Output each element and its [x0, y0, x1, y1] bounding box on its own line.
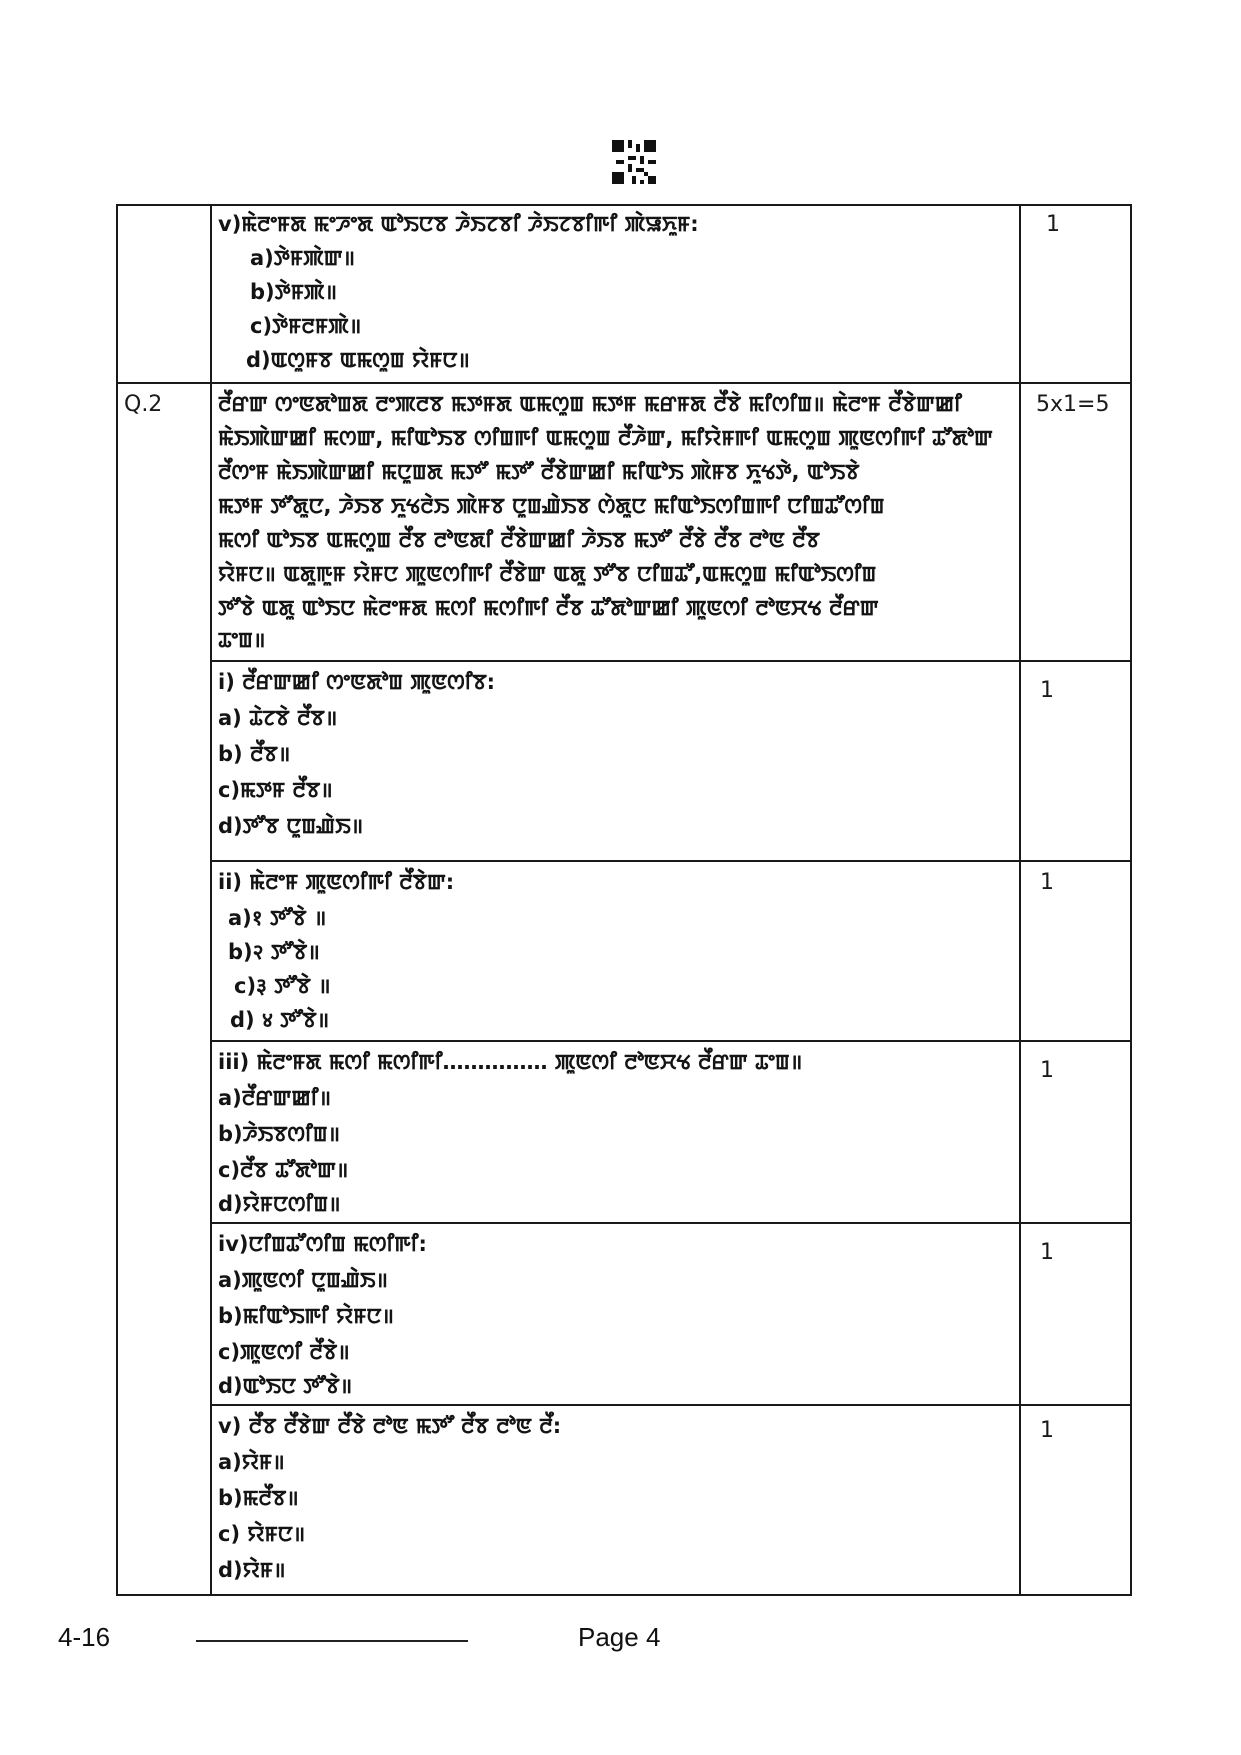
option-b: b)ꯇꯥꯝꯄꯥ॥ — [250, 280, 338, 304]
marks: 1 — [1040, 1240, 1054, 1265]
marks: 1 — [1040, 1058, 1054, 1083]
question-stem: iv)ꯅꯤꯡꯊꯧꯁꯤꯡ ꯃꯁꯤꯒꯤ: — [218, 1232, 427, 1256]
footer-divider — [196, 1640, 468, 1642]
option-d: d)ꯑꯁꯨꯝꯕ ꯑꯃꯁꯨꯡ ꯌꯥꯝꯅ॥ — [246, 348, 470, 372]
option-a: a) ꯊꯥꯖꯕꯥ ꯂꯩꯕ॥ — [218, 706, 338, 730]
option-d: d)ꯇꯧꯕ ꯅꯨꯡꯉꯥꯏ॥ — [218, 814, 364, 838]
option-a: a)१ ꯇꯧꯕꯥ ॥ — [228, 906, 327, 930]
option-c: c)३ ꯇꯧꯕꯥ ॥ — [234, 974, 331, 998]
option-d: d)ꯌꯥꯝ॥ — [218, 1558, 286, 1582]
row-divider — [210, 860, 1130, 862]
question-stem: i) ꯂꯩꯔꯛꯀꯤ ꯁꯦꯟꯗꯣꯡ ꯄꯨꯟꯁꯤꯕ: — [218, 670, 496, 694]
option-b: b)२ ꯇꯧꯕꯥ॥ — [228, 940, 320, 964]
column-divider — [210, 206, 212, 1594]
passage-line: ꯇꯧꯕꯥ ꯑꯗꯨ ꯑꯣꯏꯅ ꯃꯥꯂꯦꯝꯗ ꯃꯁꯤ ꯃꯁꯤꯒꯤ ꯂꯩꯕ ꯊꯧꯗꯣꯛꯀꯤ ꯄꯨꯟꯁꯤ ꯂꯣꯟꯆꯠ ꯂꯩꯔꯛ — [218, 596, 879, 620]
passage-line: ꯃꯇꯝ ꯇꯧꯗꯨꯅ, ꯍꯥꯏꯕ ꯈꯨꯠꯂꯥꯏ ꯄꯥꯝꯕ ꯅꯨꯡꯉꯥꯏꯕ ꯁꯥꯗꯨꯅ ꯃꯤꯑꯣꯏꯁꯤꯡꯒꯤ ꯅꯤꯡꯊꯧꯁꯤꯡ — [218, 494, 885, 518]
question-stem: v)ꯃꯥꯂꯦꯝꯗ ꯃꯦꯍꯦꯗ ꯑꯣꯏꯅꯕ ꯍꯥꯏꯖꯕꯤ ꯍꯥꯏꯖꯕꯤꯒꯤ ꯄꯥꯎꯈꯨꯝ: — [218, 212, 699, 236]
option-a: a)ꯄꯨꯟꯁꯤ ꯅꯨꯡꯉꯥꯏ॥ — [218, 1268, 389, 1292]
marks: 1 — [1046, 212, 1060, 237]
question-stem: ii) ꯃꯥꯂꯦꯝ ꯄꯨꯟꯁꯤꯒꯤ ꯂꯩꯕꯥꯛ: — [218, 870, 455, 894]
row-divider — [210, 660, 1130, 662]
option-c: c)ꯄꯨꯟꯁꯤ ꯂꯩꯕꯥ॥ — [218, 1340, 350, 1364]
option-c: c)ꯃꯇꯝ ꯂꯩꯕ॥ — [218, 778, 333, 802]
marks: 1 — [1040, 870, 1054, 895]
column-divider — [1019, 206, 1021, 1594]
option-b: b) ꯂꯩꯕ॥ — [218, 742, 291, 766]
passage-line: ꯂꯩꯔꯛ ꯁꯦꯟꯗꯣꯡꯗ ꯂꯦꯄꯂꯕ ꯃꯇꯝꯗ ꯑꯃꯁꯨꯡ ꯃꯇꯝ ꯃꯔꯝꯗ ꯂꯩꯕꯥ ꯃꯤꯁꯤꯡ॥ ꯃꯥꯂꯦꯝ ꯂꯩꯕꯥꯛꯀꯤ — [218, 392, 962, 416]
marks: 1 — [1040, 678, 1054, 703]
marks: 5x1=5 — [1036, 392, 1110, 417]
row-divider — [210, 1222, 1130, 1224]
passage-line: ꯃꯥꯏꯄꯥꯛꯀꯤ ꯃꯁꯛ, ꯃꯤꯑꯣꯏꯕ ꯁꯤꯡꯒꯤ ꯑꯃꯁꯨꯡ ꯂꯩꯍꯥꯛ, ꯃꯤꯌꯥꯝꯒꯤ ꯑꯃꯁꯨꯡ ꯄꯨꯟꯁꯤꯒꯤ ꯊꯧꯗꯣꯛ — [218, 426, 993, 450]
option-d: d)ꯌꯥꯝꯅꯁꯤꯡ॥ — [218, 1192, 341, 1216]
qr-code-icon — [612, 140, 656, 184]
option-a: a)ꯂꯩꯔꯛꯀꯤ॥ — [218, 1086, 332, 1110]
passage-line: ꯃꯁꯤ ꯑꯣꯏꯕ ꯑꯃꯁꯨꯡ ꯂꯩꯕ ꯂꯣꯟꯗꯤ ꯂꯩꯕꯥꯛꯀꯤ ꯍꯥꯏꯕ ꯃꯇꯧ ꯂꯩꯕꯥ ꯂꯩꯕ ꯂꯣꯟ ꯂꯩꯕ — [218, 528, 820, 552]
option-a: a)ꯇꯥꯝꯄꯥꯛ॥ — [250, 246, 356, 270]
passage-line: ꯂꯩꯁꯦꯝ ꯃꯥꯏꯄꯥꯛꯀꯤ ꯃꯅꯨꯡꯗ ꯃꯇꯧ ꯃꯇꯧ ꯂꯩꯕꯥꯛꯀꯤ ꯃꯤꯑꯣꯏ ꯄꯥꯝꯕ ꯈꯨꯠꯇꯥ, ꯑꯣꯏꯕꯥ — [218, 460, 860, 484]
question-stem: v) ꯂꯩꯕ ꯂꯩꯕꯥꯛ ꯂꯩꯕꯥ ꯂꯣꯟ ꯃꯇꯧ ꯂꯩꯕ ꯂꯣꯟ ꯂꯩ: — [218, 1414, 562, 1438]
option-d: d)ꯑꯣꯏꯅ ꯇꯧꯕꯥ॥ — [218, 1374, 353, 1398]
option-b: b)ꯃꯂꯩꯕ॥ — [218, 1486, 299, 1510]
row-divider — [210, 1404, 1130, 1406]
page-number: Page 4 — [578, 1622, 661, 1652]
question-number: Q.2 — [124, 392, 163, 417]
question-stem: iii) ꯃꯥꯂꯦꯝꯗ ꯃꯁꯤ ꯃꯁꯤꯒꯤ…………… ꯄꯨꯟꯁꯤ ꯂꯣꯟꯆꯠ ꯂꯩꯔꯛ ꯊꯦꯡ॥ — [218, 1050, 803, 1074]
option-b: b)ꯃꯤꯑꯣꯏꯒꯤ ꯌꯥꯝꯅ॥ — [218, 1304, 394, 1328]
row-divider — [118, 382, 1130, 384]
marks: 1 — [1040, 1418, 1054, 1443]
option-b: b)ꯍꯥꯏꯕꯁꯤꯡ॥ — [218, 1122, 341, 1146]
option-c: c)ꯇꯥꯝꯂꯝꯄꯥ॥ — [250, 314, 362, 338]
option-c: c)ꯂꯩꯕ ꯊꯧꯗꯣꯛ॥ — [218, 1158, 349, 1182]
question-table — [116, 204, 1132, 1596]
option-c: c) ꯌꯥꯝꯅ॥ — [218, 1522, 306, 1546]
option-d: d) ४ ꯇꯧꯕꯥ॥ — [230, 1008, 330, 1032]
option-a: a)ꯌꯥꯝ॥ — [218, 1450, 285, 1474]
row-divider — [210, 1040, 1130, 1042]
page-code: 4-16 — [58, 1622, 111, 1652]
passage-line: ꯊꯦꯡ॥ — [218, 628, 266, 652]
passage-line: ꯌꯥꯝꯅ॥ ꯑꯗꯨꯒꯨꯝ ꯌꯥꯝꯅ ꯄꯨꯟꯁꯤꯒꯤ ꯂꯩꯕꯥꯛ ꯑꯗꯨ ꯇꯧꯕ ꯅꯤꯡꯊꯧ,ꯑꯃꯁꯨꯡ ꯃꯤꯑꯣꯏꯁꯤꯡ — [218, 562, 877, 586]
